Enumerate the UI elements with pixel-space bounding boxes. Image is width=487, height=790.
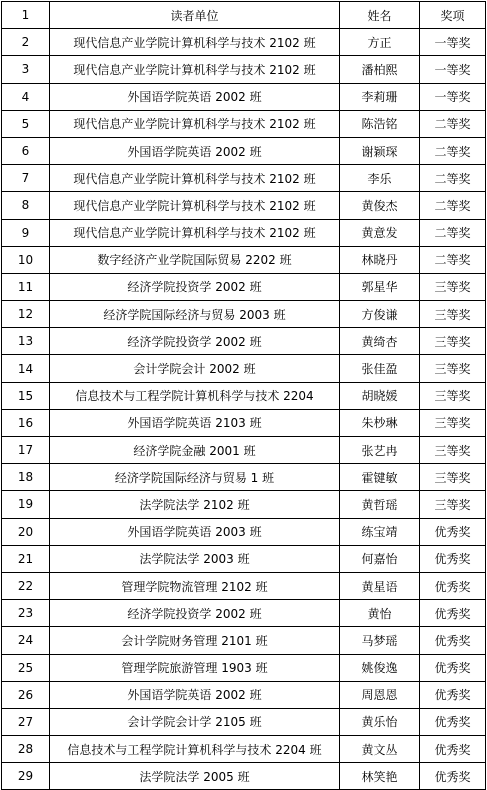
reader-name-cell: 方正 (340, 29, 420, 56)
reader-unit-cell: 外国语学院英语 2002 班 (50, 83, 340, 110)
reader-unit-cell: 外国语学院英语 2002 班 (50, 681, 340, 708)
reader-name-cell: 姚俊逸 (340, 654, 420, 681)
row-number-cell: 28 (2, 736, 50, 763)
table-row (2, 627, 486, 654)
table-row (2, 110, 486, 137)
reader-name-cell: 黄哲瑶 (340, 491, 420, 518)
award-cell: 优秀奖 (420, 572, 486, 599)
reader-name-cell: 方俊谦 (340, 301, 420, 328)
reader-name-cell: 周恩恩 (340, 681, 420, 708)
reader-unit-cell: 现代信息产业学院计算机科学与技术 2102 班 (50, 165, 340, 192)
reader-unit-cell: 管理学院旅游管理 1903 班 (50, 654, 340, 681)
reader-name-cell: 霍键敏 (340, 464, 420, 491)
row-number-cell: 13 (2, 328, 50, 355)
reader-unit-cell: 会计学院会计学 2105 班 (50, 708, 340, 735)
row-number-cell: 29 (2, 763, 50, 790)
award-cell: 三等奖 (420, 437, 486, 464)
reader-unit-cell: 法学院法学 2003 班 (50, 545, 340, 572)
reader-name-cell: 黄怡 (340, 600, 420, 627)
award-cell: 一等奖 (420, 29, 486, 56)
table-row (2, 545, 486, 572)
award-cell: 二等奖 (420, 219, 486, 246)
table-row (2, 137, 486, 164)
row-number-cell: 15 (2, 382, 50, 409)
reader-unit-cell: 法学院法学 2005 班 (50, 763, 340, 790)
row-number-cell: 23 (2, 600, 50, 627)
reader-name-cell: 陈浩铭 (340, 110, 420, 137)
table-row (2, 382, 486, 409)
row-number-cell: 9 (2, 219, 50, 246)
reader-name-cell: 潘柏熙 (340, 56, 420, 83)
reader-name-cell: 郭星华 (340, 273, 420, 300)
row-number-cell: 8 (2, 192, 50, 219)
reader-name-cell: 李莉珊 (340, 83, 420, 110)
award-cell: 三等奖 (420, 464, 486, 491)
row-number-cell: 25 (2, 654, 50, 681)
award-cell: 三等奖 (420, 328, 486, 355)
reader-name-cell: 胡晓媛 (340, 382, 420, 409)
reader-unit-cell: 法学院法学 2102 班 (50, 491, 340, 518)
header-number: 1 (2, 2, 50, 29)
table-row (2, 654, 486, 681)
table-row (2, 29, 486, 56)
reader-unit-cell: 现代信息产业学院计算机科学与技术 2102 班 (50, 29, 340, 56)
table-row (2, 763, 486, 790)
table-row (2, 572, 486, 599)
award-cell: 优秀奖 (420, 627, 486, 654)
award-cell: 三等奖 (420, 382, 486, 409)
reader-unit-cell: 管理学院物流管理 2102 班 (50, 572, 340, 599)
row-number-cell: 6 (2, 137, 50, 164)
reader-unit-cell: 经济学院投资学 2002 班 (50, 600, 340, 627)
award-cell: 三等奖 (420, 301, 486, 328)
reader-name-cell: 黄俊杰 (340, 192, 420, 219)
reader-name-cell: 黄文丛 (340, 736, 420, 763)
award-cell: 二等奖 (420, 165, 486, 192)
award-table-body (2, 2, 486, 790)
row-number-cell: 4 (2, 83, 50, 110)
row-number-cell: 3 (2, 56, 50, 83)
reader-name-cell: 黄乐怡 (340, 708, 420, 735)
reader-unit-cell: 现代信息产业学院计算机科学与技术 2102 班 (50, 192, 340, 219)
reader-unit-cell: 外国语学院英语 2002 班 (50, 137, 340, 164)
row-number-cell: 2 (2, 29, 50, 56)
reader-unit-cell: 现代信息产业学院计算机科学与技术 2102 班 (50, 56, 340, 83)
reader-unit-cell: 经济学院国际经济与贸易 2003 班 (50, 301, 340, 328)
award-cell: 二等奖 (420, 192, 486, 219)
reader-unit-cell: 信息技术与工程学院计算机科学与技术 2204 (50, 382, 340, 409)
table-row (2, 518, 486, 545)
table-row (2, 246, 486, 273)
reader-unit-cell: 经济学院金融 2001 班 (50, 437, 340, 464)
reader-name-cell: 黄意发 (340, 219, 420, 246)
award-cell: 三等奖 (420, 409, 486, 436)
reader-name-cell: 林笑艳 (340, 763, 420, 790)
table-row (2, 409, 486, 436)
table-row (2, 328, 486, 355)
reader-unit-cell: 会计学院会计 2002 班 (50, 355, 340, 382)
row-number-cell: 17 (2, 437, 50, 464)
table-header-row (2, 2, 486, 29)
row-number-cell: 26 (2, 681, 50, 708)
award-cell: 优秀奖 (420, 545, 486, 572)
reader-unit-cell: 现代信息产业学院计算机科学与技术 2102 班 (50, 110, 340, 137)
header-name: 姓名 (340, 2, 420, 29)
reader-name-cell: 黄绮杏 (340, 328, 420, 355)
table-row (2, 56, 486, 83)
row-number-cell: 12 (2, 301, 50, 328)
table-row (2, 301, 486, 328)
reader-unit-cell: 信息技术与工程学院计算机科学与技术 2204 班 (50, 736, 340, 763)
reader-name-cell: 何嘉怡 (340, 545, 420, 572)
table-row (2, 273, 486, 300)
header-reader-unit: 读者单位 (50, 2, 340, 29)
table-row (2, 600, 486, 627)
row-number-cell: 27 (2, 708, 50, 735)
row-number-cell: 11 (2, 273, 50, 300)
row-number-cell: 16 (2, 409, 50, 436)
row-number-cell: 20 (2, 518, 50, 545)
table-row (2, 355, 486, 382)
row-number-cell: 7 (2, 165, 50, 192)
award-cell: 优秀奖 (420, 654, 486, 681)
table-row (2, 437, 486, 464)
row-number-cell: 10 (2, 246, 50, 273)
row-number-cell: 22 (2, 572, 50, 599)
award-cell: 优秀奖 (420, 600, 486, 627)
row-number-cell: 21 (2, 545, 50, 572)
award-cell: 优秀奖 (420, 708, 486, 735)
row-number-cell: 5 (2, 110, 50, 137)
table-row (2, 736, 486, 763)
table-row (2, 491, 486, 518)
award-list-document (1, 1, 486, 790)
award-cell: 二等奖 (420, 246, 486, 273)
table-row (2, 219, 486, 246)
reader-unit-cell: 数字经济产业学院国际贸易 2202 班 (50, 246, 340, 273)
row-number-cell: 19 (2, 491, 50, 518)
reader-unit-cell: 会计学院财务管理 2101 班 (50, 627, 340, 654)
reader-name-cell: 张佳盈 (340, 355, 420, 382)
reader-name-cell: 马梦瑶 (340, 627, 420, 654)
reader-unit-cell: 外国语学院英语 2103 班 (50, 409, 340, 436)
reader-name-cell: 朱杪琳 (340, 409, 420, 436)
reader-name-cell: 谢颖琛 (340, 137, 420, 164)
award-cell: 优秀奖 (420, 736, 486, 763)
reader-unit-cell: 现代信息产业学院计算机科学与技术 2102 班 (50, 219, 340, 246)
row-number-cell: 18 (2, 464, 50, 491)
reader-unit-cell: 经济学院投资学 2002 班 (50, 273, 340, 300)
reader-unit-cell: 经济学院国际经济与贸易 1 班 (50, 464, 340, 491)
award-table (1, 1, 486, 790)
reader-name-cell: 李乐 (340, 165, 420, 192)
row-number-cell: 24 (2, 627, 50, 654)
reader-name-cell: 黄星语 (340, 572, 420, 599)
award-cell: 三等奖 (420, 273, 486, 300)
table-row (2, 192, 486, 219)
award-cell: 二等奖 (420, 110, 486, 137)
header-award: 奖项 (420, 2, 486, 29)
award-cell: 一等奖 (420, 56, 486, 83)
table-row (2, 708, 486, 735)
table-row (2, 681, 486, 708)
award-cell: 一等奖 (420, 83, 486, 110)
reader-name-cell: 张艺冉 (340, 437, 420, 464)
table-row (2, 83, 486, 110)
row-number-cell: 14 (2, 355, 50, 382)
reader-name-cell: 林晓丹 (340, 246, 420, 273)
table-row (2, 165, 486, 192)
reader-unit-cell: 外国语学院英语 2003 班 (50, 518, 340, 545)
reader-name-cell: 练宝靖 (340, 518, 420, 545)
award-cell: 优秀奖 (420, 763, 486, 790)
award-cell: 优秀奖 (420, 518, 486, 545)
reader-unit-cell: 经济学院投资学 2002 班 (50, 328, 340, 355)
award-cell: 三等奖 (420, 491, 486, 518)
award-cell: 三等奖 (420, 355, 486, 382)
table-row (2, 464, 486, 491)
award-cell: 二等奖 (420, 137, 486, 164)
award-cell: 优秀奖 (420, 681, 486, 708)
